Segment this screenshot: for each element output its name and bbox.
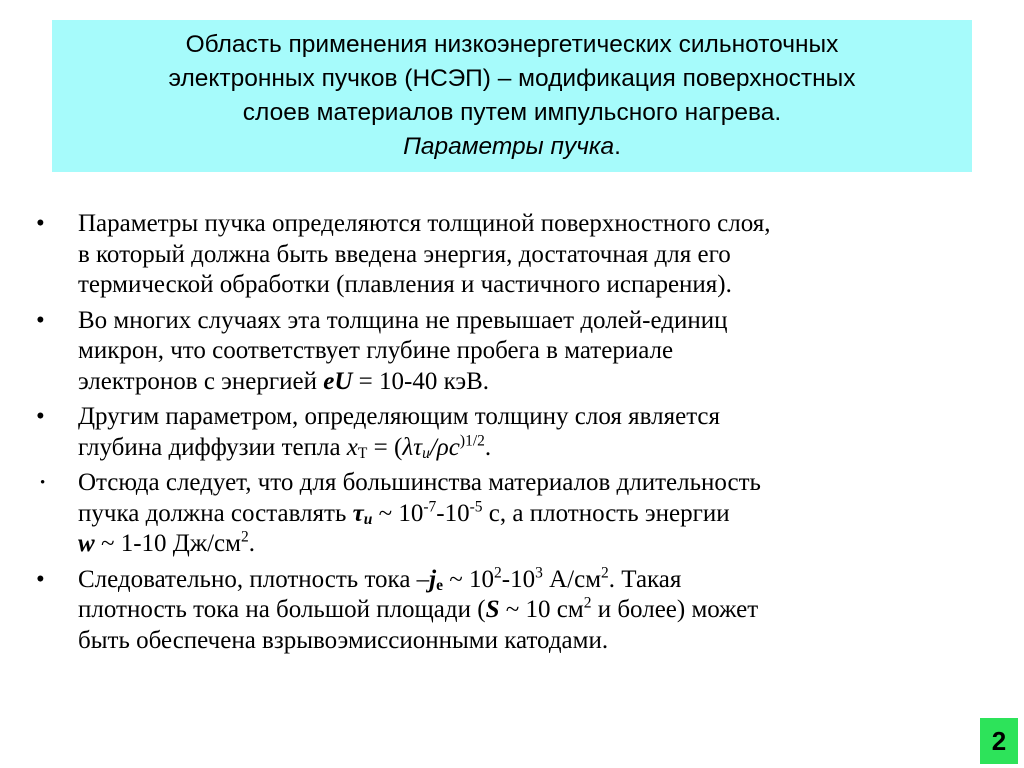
text-run: пучка должна составлять: [78, 499, 353, 527]
bullet-1-line-3: термической обработки (плавления и частичного испарения).: [78, 271, 732, 298]
symbol-j: j: [429, 565, 437, 593]
title-subtitle-line: [403, 130, 621, 164]
title-subtitle: Параметры пучка: [403, 133, 615, 160]
superscript-half: 1/2: [465, 431, 485, 449]
bullet-4-line-3: [78, 529, 966, 560]
bullet-1-line-2: в который должна быть введена энергия, достаточная для его: [78, 240, 731, 268]
bullet-5-line-1: [78, 565, 966, 596]
text-run: = (: [367, 433, 403, 461]
bullet-marker: •: [36, 306, 45, 334]
bullet-item-4: [36, 468, 966, 560]
superscript-exp: 2: [583, 594, 592, 612]
bullet-3-line-1: Другим параметром, определяющим толщину слоя является: [78, 403, 721, 430]
title-line-2: электронных пучков (НСЭП) – модификация поверхностных: [168, 65, 856, 92]
text-run: = 10-40 кэВ.: [352, 367, 490, 395]
bullet-5-line-3: быть обеспечена взрывоэмиссионными катодами.: [78, 626, 609, 654]
bullet-1-line-1: Параметры пучка определяются толщиной поверхностного слоя,: [78, 210, 771, 237]
symbol-eU: eU: [323, 367, 353, 395]
text-run: с, а плотность энергии: [482, 499, 730, 527]
bullet-item-3: [36, 402, 966, 463]
symbol-S: S: [485, 596, 500, 623]
text-run: ~ 10: [443, 565, 495, 593]
text-run: и более) может: [591, 596, 759, 623]
symbol-tau: τ: [352, 499, 364, 527]
text-run: А/см: [542, 565, 602, 593]
symbol-lambda-tau: λτ: [402, 433, 423, 461]
subscript-i: и: [422, 444, 430, 462]
title-line-3: слоев материалов путем импульсного нагрева.: [242, 99, 782, 126]
text-run: ~ 10 см: [499, 596, 584, 623]
text-run: .: [248, 530, 255, 557]
subscript-e: e: [436, 576, 444, 594]
symbol-x: x: [346, 433, 358, 461]
bullet-2-line-2: микрон, что соответствует глубине пробега в материале: [78, 337, 674, 364]
title-subtitle-end: .: [614, 133, 621, 160]
text-run: электронов с энергией: [78, 367, 324, 395]
bullet-2-line-3: [78, 367, 966, 398]
bullet-item-5: [36, 565, 966, 657]
text-run: -10: [501, 565, 536, 593]
bullet-item-2: [36, 306, 966, 398]
superscript-exp: -5: [469, 497, 483, 515]
bullet-marker: •: [40, 475, 46, 491]
text-run: плотность тока на большой площади (: [78, 596, 486, 623]
bullet-item-1: [36, 209, 966, 301]
superscript-exp: -7: [423, 497, 437, 515]
bullet-5-line-2: [78, 595, 966, 626]
text-run: -10: [436, 499, 470, 527]
bullet-marker: •: [36, 403, 45, 430]
text-run: ~ 1-10 Дж/см: [94, 530, 241, 557]
superscript-exp: 2: [601, 563, 609, 581]
bullet-4-line-1: Отсюда следует, что для большинства материалов длительность: [78, 469, 761, 496]
bullet-list: [36, 209, 966, 661]
bullet-2-line-1: Во многих случаях эта толщина не превышает долей-единиц: [78, 306, 728, 334]
superscript-paren: ): [459, 431, 466, 449]
symbol-rho-c: /ρc: [429, 433, 460, 461]
superscript-exp: 2: [494, 563, 502, 581]
superscript-exp: 3: [535, 563, 543, 581]
bullet-4-line-2: [78, 499, 966, 530]
bullet-marker: •: [36, 210, 45, 237]
subscript-T: T: [357, 444, 368, 462]
text-run: глубина диффузии тепла: [78, 433, 347, 461]
text-run: Следовательно, плотность тока –: [78, 565, 430, 593]
bullet-3-line-2: [78, 433, 966, 464]
text-run: ~ 10: [372, 499, 424, 527]
bullet-marker: •: [36, 565, 45, 593]
slide-title-box: [52, 20, 972, 172]
superscript-exp: 2: [240, 528, 249, 546]
symbol-w: w: [78, 530, 95, 557]
subscript-i: и: [363, 510, 373, 528]
page-number-badge: 2: [980, 718, 1018, 764]
title-line-1: Область применения низкоэнергетических сильноточных: [185, 31, 839, 58]
text-run: .: [484, 433, 492, 461]
text-run: . Такая: [608, 565, 682, 593]
